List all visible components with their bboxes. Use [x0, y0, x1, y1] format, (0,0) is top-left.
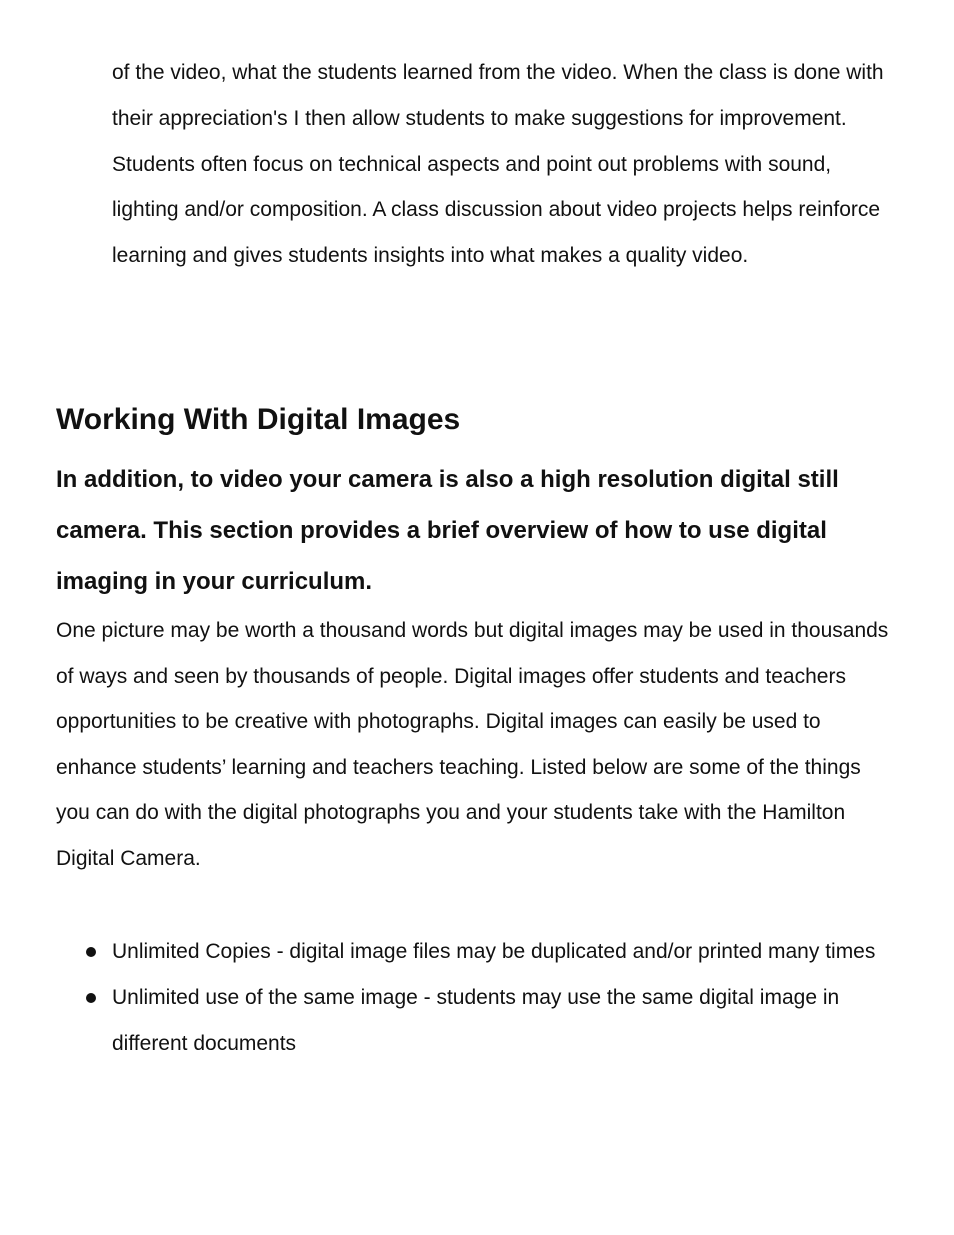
- section-intro: In addition, to video your camera is also a high resolution digital still camera. This section provides a brief overview of how to use digital imaging in your curriculum.: [56, 466, 839, 595]
- body-paragraph: One picture may be worth a thousand words but digital images may be used in thousands of ways and seen by thousands of people. Digital images offer students and teachers opportunities to be creative with photographs. Digital images can easily be used to enhance students’ learning and teachers teaching. Listed below are some of the things you can do with the digital photographs you and your students take with the Hamilton Digital Camera.: [56, 619, 889, 870]
- continued-paragraph: of the video, what the students learned from the video. When the class is done with their appreciation's I then allow students to make suggestions for improvement. Students often focus on technical aspects and point out problems with sound, lighting and/or composition. A class discussion about video projects helps reinforce learning and gives students insights into what makes a quality video.: [112, 61, 884, 268]
- list-item: [0, 929, 902, 975]
- bullet-icon: [86, 947, 96, 957]
- list-item: [0, 975, 902, 1067]
- bullet-icon: [86, 993, 96, 1003]
- list-item-text: Unlimited use of the same image - students may use the same digital image in different documents: [112, 985, 840, 1055]
- bullet-list: [0, 929, 954, 1066]
- section-heading: Working With Digital Images: [56, 403, 461, 436]
- list-item-text: Unlimited Copies - digital image files may be duplicated and/or printed many times: [112, 940, 876, 963]
